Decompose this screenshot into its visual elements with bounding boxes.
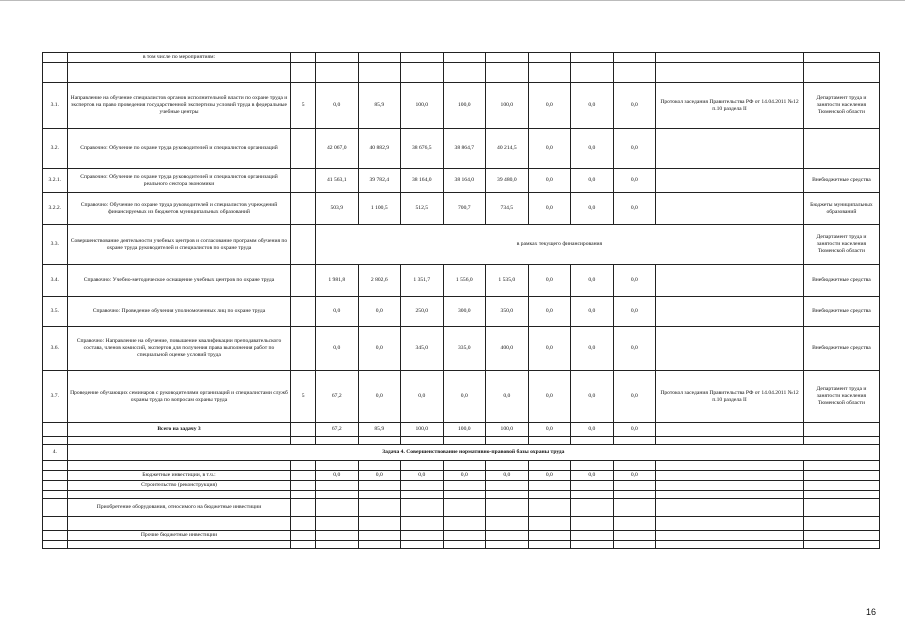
row-name: Справочно: Направление на обучение, повышение квалификации преподавательского состава, членов комиссий, экспертов для получения права выполнения работ по специальной оценке условий труда [67,327,291,371]
row-basis [656,193,804,225]
row-name: Справочно: Проведение обучения уполномоченных лиц по охране труда [67,297,291,327]
cell-value: 0,0 [358,471,401,481]
table-row [43,129,880,169]
row-unit [291,327,316,371]
cell-value: 300,0 [443,297,486,327]
row-number: 3.1. [43,83,68,129]
row-number: 3.2. [43,129,68,169]
cell-value: 0,0 [316,297,359,327]
table-row [43,297,880,327]
cell-value: 0,0 [528,371,571,423]
cell-value: 0,0 [571,83,614,129]
row-name: Справочно: Обучение по охране труда руководителей и специалистов организаций [67,129,291,169]
cell-value: 1 351,7 [401,265,444,297]
cell-value: 350,0 [486,297,529,327]
cell-value: 100,0 [443,423,486,437]
row-number: 3.3. [43,225,68,265]
cell-value: 0,0 [358,371,401,423]
row-basis [656,265,804,297]
cell-value: 40 882,9 [358,129,401,169]
cell-value: 100,0 [486,423,529,437]
total-row [43,423,880,437]
cell-value: 0,0 [443,371,486,423]
row-executor: Департамент труда и занятости населения Тюменской области [803,371,879,423]
row-unit [291,169,316,193]
spacer-row [43,491,880,499]
cell-value: 100,0 [401,83,444,129]
table-row [43,531,880,541]
cell-value: 0,0 [401,471,444,481]
row-unit [291,193,316,225]
row-name: Совершенствование деятельности учебных центров и согласование программ обучения по охране труда руководителей и специалистов по охране труда [67,225,291,265]
cell-value: 38 676,5 [401,129,444,169]
row-executor: Внебюджетные средства [803,297,879,327]
row-number: 3.2.2. [43,193,68,225]
spacer-row [43,437,880,445]
row-name: Справочно: Учебно-методическое оснащение учебных центров по охране труда [67,265,291,297]
cell-value: 0,0 [528,297,571,327]
cell-value: 100,0 [443,83,486,129]
cell-value: 100,0 [486,83,529,129]
row-executor: Внебюджетные средства [803,169,879,193]
table-row [43,225,880,265]
cell-value: 41 563,1 [316,169,359,193]
task-row [43,445,880,461]
table-row [43,83,880,129]
row-name: Приобретение оборудования, относимого на бюджетные инвестиции [67,499,291,517]
cell-value: 700,7 [443,193,486,225]
cell-value: 345,0 [401,327,444,371]
cell-value: 0,0 [571,371,614,423]
row-executor: Внебюджетные средства [803,265,879,297]
page-number: 16 [866,607,877,617]
cell-value: 0,0 [528,169,571,193]
cell-value: 0,0 [613,193,656,225]
row-name: Бюджетные инвестиции, в т.ч.: [67,471,291,481]
table-row [43,169,880,193]
row-number: 3.4. [43,265,68,297]
spacer-row [43,541,880,549]
cell-value: 0,0 [528,83,571,129]
row-number: 3.6. [43,327,68,371]
cell-value: 0,0 [571,169,614,193]
cell-value: 39 782,4 [358,169,401,193]
table-row [43,53,880,63]
cell-value: 0,0 [571,265,614,297]
row-unit: 5 [291,83,316,129]
table-row [43,265,880,297]
cell-value: 0,0 [528,193,571,225]
row-basis [656,169,804,193]
total-label: Всего на задачу 3 [67,423,291,437]
cell-value: 512,5 [401,193,444,225]
cell-value: 0,0 [613,371,656,423]
cell-value: 39 480,0 [486,169,529,193]
cell-value: 0,0 [613,423,656,437]
cell-value: 38 864,7 [443,129,486,169]
cell-value: 1 556,0 [443,265,486,297]
cell-value: 0,0 [528,129,571,169]
cell-value: 0,0 [358,327,401,371]
cell-value: 0,0 [571,471,614,481]
cell-value: 0,0 [613,471,656,481]
cell-value: 0,0 [571,193,614,225]
cell-value: 0,0 [528,265,571,297]
row-unit [291,297,316,327]
row-basis [656,327,804,371]
row-basis [656,129,804,169]
row-executor [803,129,879,169]
cell-value: 1 535,0 [486,265,529,297]
row-name: Справочно: Обучение по охране труда руководителей и специалистов учреждений финансируемых из бюджетов муниципальных образований [67,193,291,225]
table-row [43,371,880,423]
cell-value: 734,5 [486,193,529,225]
row-basis: Протокол заседания Правительства РФ от 14.04.2011 №12 п.10 раздела II [656,83,804,129]
row-number: 3.7. [43,371,68,423]
cell-value: 0,0 [316,471,359,481]
spacer-row [43,63,880,83]
cell-value: 40 214,5 [486,129,529,169]
cell-value: 38 164,0 [443,169,486,193]
row-name: Проведение обучающих семинаров с руководителями организаций и специалистами служб охраны труда по вопросам охраны труда [67,371,291,423]
row-name: Справочно: Обучение по охране труда руководителей и специалистов организаций реального сектора экономики [67,169,291,193]
spacer-row [43,461,880,471]
merged-financing-note: в рамках текущего финансирования [316,225,804,265]
cell-value: 67,2 [316,371,359,423]
row-basis: Протокол заседания Правительства РФ от 14.04.2011 №12 п.10 раздела II [656,371,804,423]
cell-value: 1 981,8 [316,265,359,297]
table-row [43,327,880,371]
row-unit [291,265,316,297]
cell-value: 335,0 [443,327,486,371]
header-row-label: в том числе по мероприятиям: [67,53,291,63]
cell-value: 0,0 [613,129,656,169]
row-number: 3.5. [43,297,68,327]
cell-value: 1 100,5 [358,193,401,225]
row-number: 3.2.1. [43,169,68,193]
cell-value: 100,0 [401,423,444,437]
cell-value: 0,0 [613,297,656,327]
cell-value: 0,0 [613,83,656,129]
cell-value: 67,2 [316,423,359,437]
row-unit [291,129,316,169]
cell-value: 0,0 [613,265,656,297]
cell-value: 0,0 [486,471,529,481]
cell-value: 2 802,6 [358,265,401,297]
row-name: Строительство (реконструкция) [67,481,291,491]
cell-value: 503,9 [316,193,359,225]
table-row [43,471,880,481]
row-basis [656,297,804,327]
task-title: Задача 4. Совершенствование нормативно-правовой базы охраны труда [67,445,879,461]
cell-value: 0,0 [358,297,401,327]
cell-value: 0,0 [613,327,656,371]
cell-value: 0,0 [528,423,571,437]
row-name: Прочие бюджетные инвестиции [67,531,291,541]
cell-value: 42 067,0 [316,129,359,169]
cell-value: 0,0 [316,327,359,371]
spacer-row [43,517,880,531]
cell-value: 0,0 [316,83,359,129]
cell-value: 0,0 [443,471,486,481]
row-number: 4. [43,445,68,461]
cell-value: 0,0 [528,471,571,481]
cell-value: 0,0 [401,371,444,423]
table-row [43,481,880,491]
cell-value: 0,0 [571,297,614,327]
cell-value: 0,0 [486,371,529,423]
table-row [43,193,880,225]
cell-value: 0,0 [571,129,614,169]
row-executor: Департамент труда и занятости населения Тюменской области [803,83,879,129]
cell-value: 0,0 [613,169,656,193]
row-executor: Внебюджетные средства [803,327,879,371]
cell-value: 250,0 [401,297,444,327]
program-table [42,52,880,549]
table-row [43,499,880,517]
row-unit: 5 [291,371,316,423]
cell-value: 0,0 [528,327,571,371]
cell-value: 85,9 [358,423,401,437]
row-executor: Департамент труда и занятости населения Тюменской области [803,225,879,265]
cell-value: 400,0 [486,327,529,371]
row-executor: Бюджеты муниципальных образований [803,193,879,225]
cell-value: 85,9 [358,83,401,129]
cell-value: 38 164,0 [401,169,444,193]
cell-value: 0,0 [571,423,614,437]
page-top-edge [0,0,905,1]
row-name: Направление на обучение специалистов органов исполнительной власти по охране труда и экспертов на право проведения государственной экспертизы условий труда в федеральные учебные центры [67,83,291,129]
cell-value: 0,0 [571,327,614,371]
